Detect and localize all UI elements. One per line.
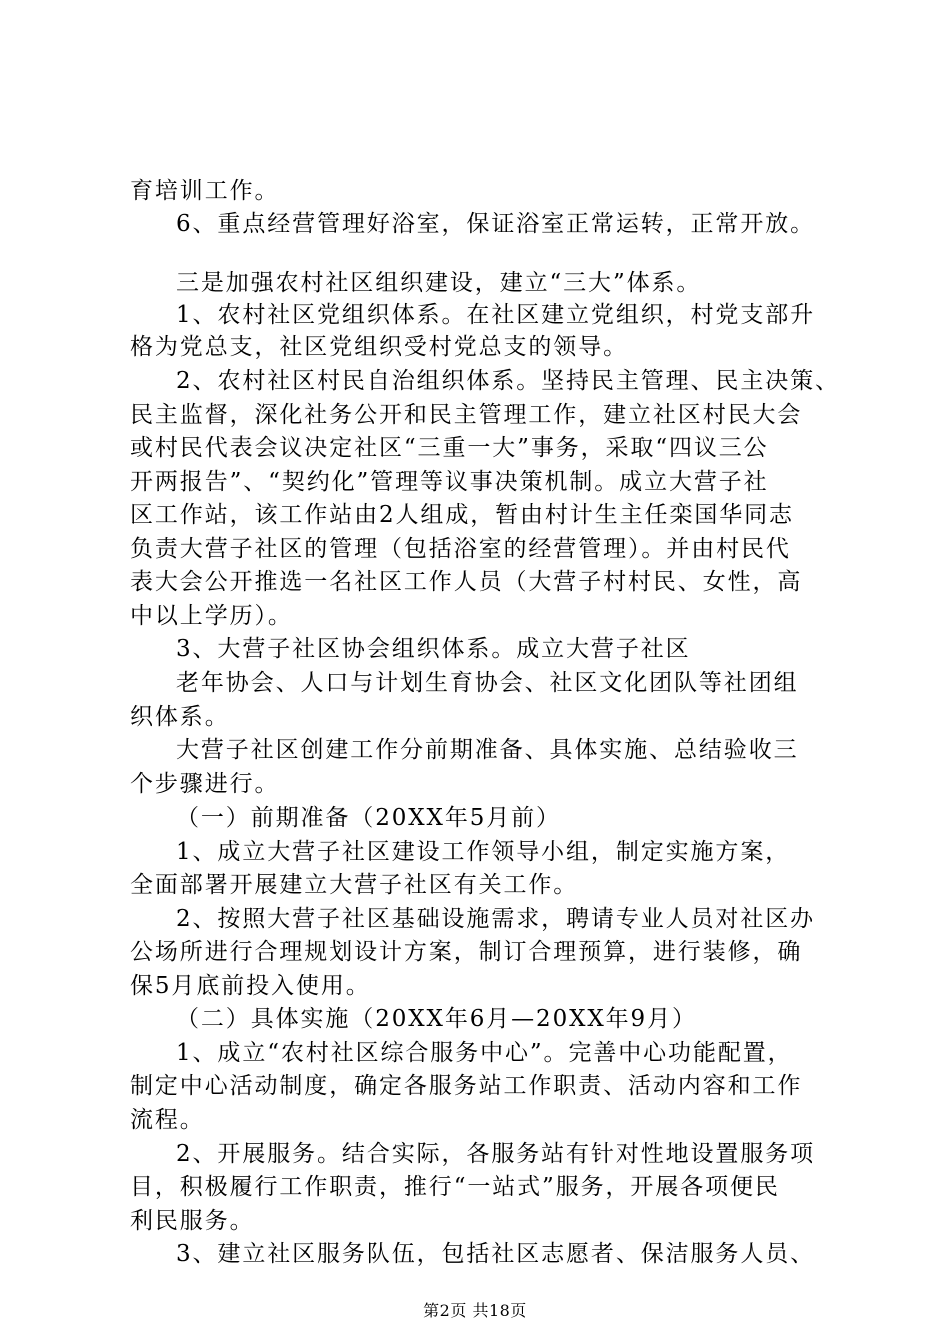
text-line: 三是加强农村社区组织建设，建立“三大”体系。: [176, 270, 702, 296]
text-line: 1、农村社区党组织体系。在社区建立党组织，村党支部升: [176, 302, 816, 328]
text-line: 制定中心活动制度，确定各服务站工作职责、活动内容和工作: [130, 1073, 803, 1099]
text-line: 3、大营子社区协会组织体系。成立大营子社区: [176, 636, 691, 662]
text-line: 1、成立大营子社区建设工作领导小组，制定实施方案，: [176, 839, 791, 865]
text-line: 老年协会、人口与计划生育协会、社区文化团队等社团组: [176, 670, 799, 696]
section-heading: （二）具体实施（20XX年6月—20XX年9月）: [176, 1006, 697, 1032]
text-line: 织体系。: [130, 704, 230, 730]
text-line: 民主监督，深化社务公开和民主管理工作，建立社区村民大会: [130, 402, 803, 428]
text-line: 保5月底前投入使用。: [130, 973, 371, 999]
text-line: 公场所进行合理规划设计方案，制订合理预算，进行装修，确: [130, 939, 803, 965]
text-line: 格为党总支，社区党组织受村党总支的领导。: [130, 334, 628, 360]
text-line: 1、成立“农村社区综合服务中心”。完善中心功能配置，: [176, 1040, 793, 1066]
text-line: 6、重点经营管理好浴室，保证浴室正常运转，正常开放。: [176, 211, 816, 237]
text-line: 育培训工作。: [130, 178, 280, 204]
text-line: 2、开展服务。结合实际，各服务站有针对性地设置服务项: [176, 1141, 816, 1167]
text-line: 利民服务。: [130, 1208, 255, 1234]
text-line: 全面部署开展建立大营子社区有关工作。: [130, 872, 579, 898]
text-line: 2、按照大营子社区基础设施需求，聘请专业人员对社区办: [176, 906, 816, 932]
text-line: 个步骤进行。: [130, 771, 280, 797]
page-number-footer: 第2页 共18页: [423, 1301, 527, 1320]
text-line: 目，积极履行工作职责，推行“一站式”服务，开展各项便民: [130, 1174, 780, 1200]
text-line: 大营子社区创建工作分前期准备、具体实施、总结验收三: [176, 737, 799, 763]
text-line: 中以上学历）。: [130, 603, 293, 629]
text-line: 流程。: [130, 1107, 205, 1133]
text-line: 负责大营子社区的管理（包括浴室的经营管理）。并由村民代: [130, 536, 791, 562]
section-heading: （一）前期准备（20XX年5月前）: [176, 805, 561, 831]
text-line: 表大会公开推选一名社区工作人员（大营子村村民、女性，高: [130, 569, 803, 595]
text-line: 区工作站，该工作站由2人组成，暂由村计生主任栾国华同志: [130, 502, 794, 528]
text-line: 开两报告”、“契约化”管理等议事决策机制。成立大营子社: [130, 469, 769, 495]
text-line: 2、农村社区村民自治组织体系。坚持民主管理、民主决策、: [176, 368, 840, 394]
text-line: 或村民代表会议决定社区“三重一大”事务，采取“四议三公: [130, 435, 769, 461]
text-line: 3、建立社区服务队伍，包括社区志愿者、保洁服务人员、: [176, 1241, 816, 1267]
